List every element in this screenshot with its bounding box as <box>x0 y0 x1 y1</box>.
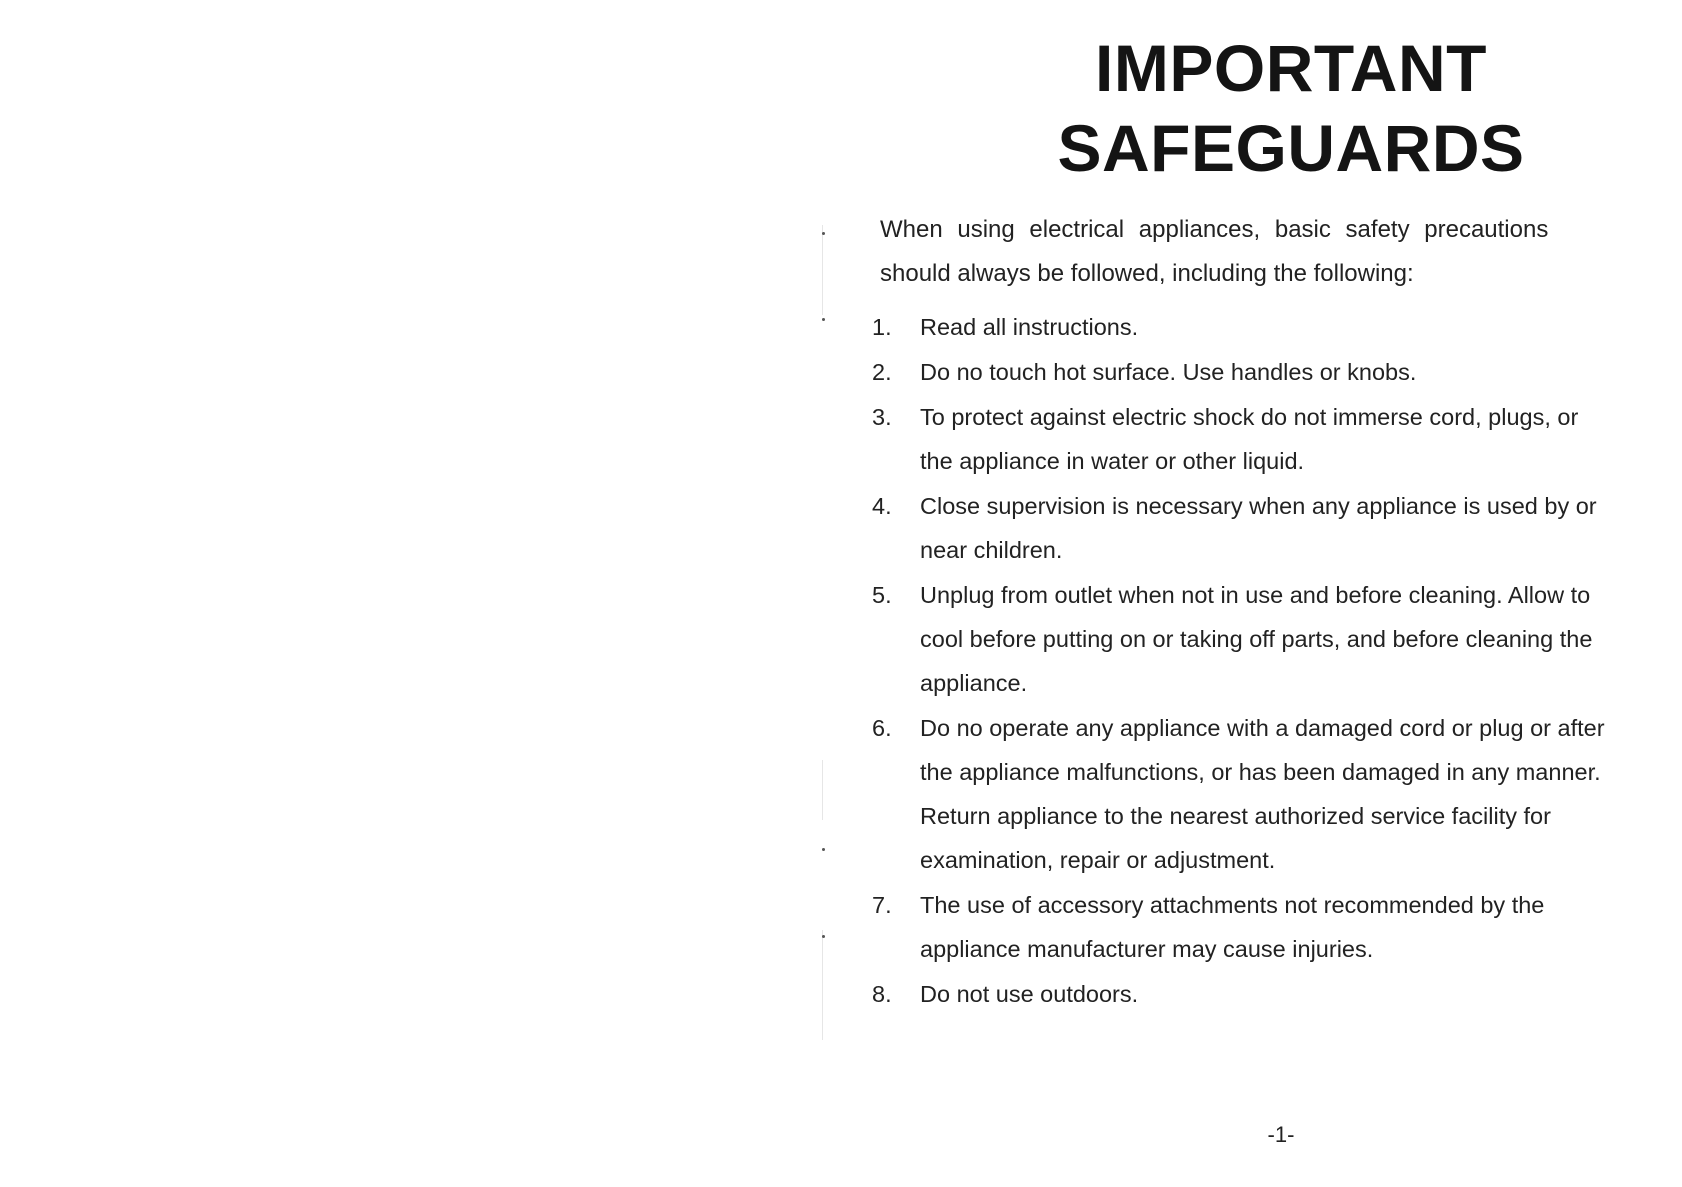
title-line-2: SAFEGUARDS <box>1057 111 1525 185</box>
list-item <box>872 484 1612 572</box>
item-text: Close supervision is necessary when any appliance is used by or near children. <box>920 493 1597 563</box>
scan-speck <box>822 848 825 851</box>
intro-paragraph <box>880 208 1610 296</box>
list-item <box>872 573 1612 705</box>
list-item <box>872 883 1612 971</box>
item-number: 6. <box>872 715 892 741</box>
item-number: 4. <box>872 493 892 519</box>
intro-line-1-text: When using electrical appliances, basic safety precautions <box>880 216 1549 243</box>
list-item <box>872 350 1612 394</box>
right-page <box>840 0 1682 1187</box>
item-number: 7. <box>872 892 892 918</box>
item-text: Unplug from outlet when not in use and before cleaning. Allow to cool before putting on or taking off parts, and before cleaning the appliance. <box>920 582 1593 696</box>
item-number: 5. <box>872 582 892 608</box>
item-text: The use of accessory attachments not recommended by the appliance manufacturer may cause injuries. <box>920 892 1545 962</box>
safeguards-list <box>872 305 1612 1017</box>
fold-line-segment <box>822 225 823 315</box>
item-text: Do no operate any appliance with a damaged cord or plug or after the appliance malfunctions, or has been damaged in any manner. Return appliance to the nearest authorized service facility for examination, repair or adjustment. <box>920 715 1605 873</box>
scan-speck <box>822 935 825 938</box>
fold-line-segment <box>822 760 823 820</box>
list-item <box>872 305 1612 349</box>
item-text: Do no touch hot surface. Use handles or knobs. <box>920 359 1417 385</box>
item-number: 3. <box>872 404 892 430</box>
item-text: Read all instructions. <box>920 314 1139 340</box>
item-number: 8. <box>872 981 892 1007</box>
blank-left-page <box>0 0 820 1187</box>
item-text: To protect against electric shock do not immerse cord, plugs, or the appliance in water or other liquid. <box>920 404 1579 474</box>
list-item <box>872 395 1612 483</box>
scan-speck <box>822 318 825 321</box>
page-number: -1- <box>1267 1122 1295 1147</box>
item-number: 2. <box>872 359 892 385</box>
scan-speck <box>822 232 825 235</box>
fold-line-segment <box>822 930 823 1040</box>
page-title <box>840 28 1682 188</box>
list-item <box>872 972 1612 1016</box>
list-item <box>872 706 1612 882</box>
title-line-1: IMPORTANT <box>1095 31 1487 105</box>
item-text: Do not use outdoors. <box>920 981 1139 1007</box>
item-number: 1. <box>872 314 892 340</box>
intro-line-2: should always be followed, including the following: <box>880 260 1414 287</box>
intro-line-1 <box>880 208 1610 252</box>
